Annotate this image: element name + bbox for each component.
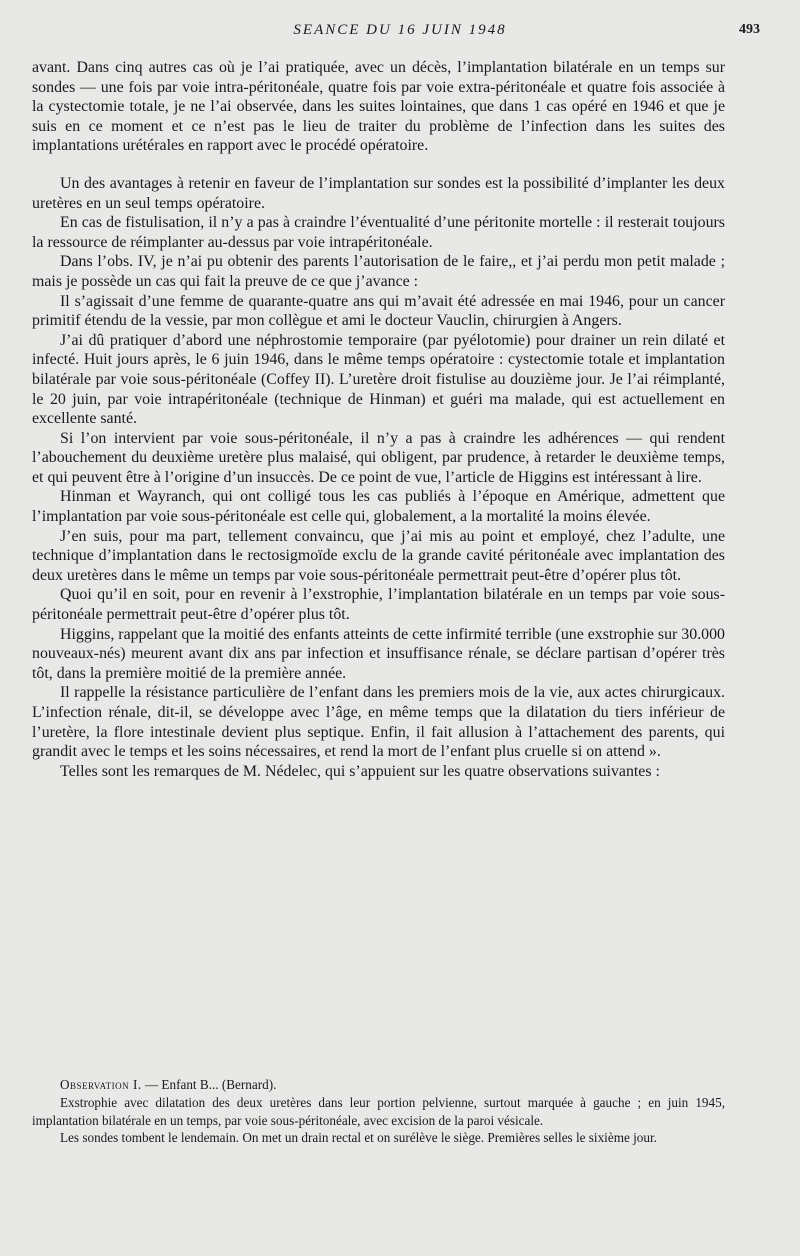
paragraph: avant. Dans cinq autres cas où je l’ai pratiquée, avec un décès, l’implantation bilatérale en un temps sur sondes — une fois par voie intra-péritonéale, quatre fois par voie extra-péritonéale et quatre fois associée à la cystectomie totale, je ne l’ai observée, dans les suites lointaines, que dans 1 cas opéré en 1946 et que je suis en ce moment et ce n’est pas le lieu de traiter du problème de l’infection dans les suites des implantations urétérales en rapport avec le procédé opératoire. [32,59,725,155]
paragraph: Dans l’obs. IV, je n’ai pu obtenir des parents l’autorisation de le faire,, et j’ai perdu mon petit malade ; mais je possède un cas qui fait la preuve de ce que j’avance : [32,253,725,290]
running-title: SEANCE DU 16 JUIN 1948 [293,22,507,38]
paragraph: Il rappelle la résistance particulière de l’enfant dans les premiers mois de la vie, aux actes chirurgicaux. L’infection rénale, dit-il, se développe avec l’âge, en même temps que la dilatation du tiers inférieur de l’uretère, la flore intestinale devient plus septique. Enfin, il fait allusion à l’attachement des parents, qui grandit avec le temps et les soins nécessaires, et rend la mort de l’enfant plus cruelle si on attend ». [32,684,725,761]
paragraph: J’ai dû pratiquer d’abord une néphrostomie temporaire (par pyélotomie) pour drainer un rein dilaté et infecté. Huit jours après, le 6 juin 1946, dans le même temps opératoire : cystectomie totale et implantation bilatérale par voie sous-péritonéale (Coffey II). L’uretère droit fistulise au douzième jour. Je l’ai réimplanté, le 20 juin, par voie intrapéritonéale (technique de Hinman) et guéri ma malade, qui est actuellement en excellente santé. [32,331,725,428]
paragraph: Hinman et Wayranch, qui ont colligé tous les cas publiés à l’époque en Amérique, admettent que l’implantation par voie sous-péritonéale est celle qui, globalement, a la mortalité la moins élevée. [32,488,725,526]
observation-heading [32,1076,725,1094]
body-text [32,58,725,781]
page-number: 493 [739,22,760,37]
observation-label: Observation I. [60,1077,142,1092]
observation-description: Exstrophie avec dilatation des deux uretères dans leur portion pelvienne, surtout marquée à gauche ; en juin 1945, implantation bilatérale en un temps, par voie sous-péritonéale, avec excision de la paroi vésicale. [32,1094,725,1128]
paragraph: Telles sont les remarques de M. Nédelec, qui s’appuient sur les quatre observations suivantes : [60,762,660,780]
observation-follow-up: Les sondes tombent le lendemain. On met un drain rectal et on surélève le siège. Premières selles le sixième jour. [60,1130,657,1146]
observation-notes [32,1076,725,1147]
paragraph: Il s’agissait d’une femme de quarante-quatre ans qui m’avait été adressée en mai 1946, pour un cancer primitif étendu de la vessie, par mon collègue et ami le docteur Vauclin, chirurgien à Angers. [32,292,725,330]
paragraph: En cas de fistulisation, il n’y a pas à craindre l’éventualité d’une péritonite mortelle : il resterait toujours la ressource de réimplanter au-dessus par voie intrapéritonéale. [32,214,725,251]
running-head [32,22,768,42]
paragraph: Un des avantages à retenir en faveur de l’implantation sur sondes est la possibilité d’implanter les deux uretères en un seul temps opératoire. [32,174,725,212]
paragraph: Higgins, rappelant que la moitié des enfants atteints de cette infirmité terrible (une exstrophie sur 30.000 nouveaux-nés) meurent avant dix ans par infection et insuffisance rénale, se déclare partisan d’opérer très tôt, dans la première moitié de la première année. [32,625,726,682]
observation-title: — Enfant B... (Bernard). [141,1077,277,1092]
paragraph: Quoi qu’il en soit, pour en revenir à l’exstrophie, l’implantation bilatérale en un temps par voie sous-péritonéale permettrait peut-être d’opérer plus tôt. [32,586,725,624]
paragraph: Si l’on intervient par voie sous-péritonéale, il n’y a pas à craindre les adhérences — qui rendent l’abouchement du deuxième uretère plus malaisé, qui obligent, par prudence, à retarder le deuxième temps, et qui peuvent être à l’origine d’un insuccès. De ce point de vue, l’article de Higgins est intéressant à lire. [32,429,725,486]
paragraph: J’en suis, pour ma part, tellement convaincu, que j’ai mis au point et employé, chez l’adulte, une technique d’implantation dans le rectosigmoïde exclu de la grande cavité péritonéale avec implantation des deux uretères dans le même un temps par voie sous-péritonéale permettrait peut-être d’opérer plus tôt. [32,527,725,584]
